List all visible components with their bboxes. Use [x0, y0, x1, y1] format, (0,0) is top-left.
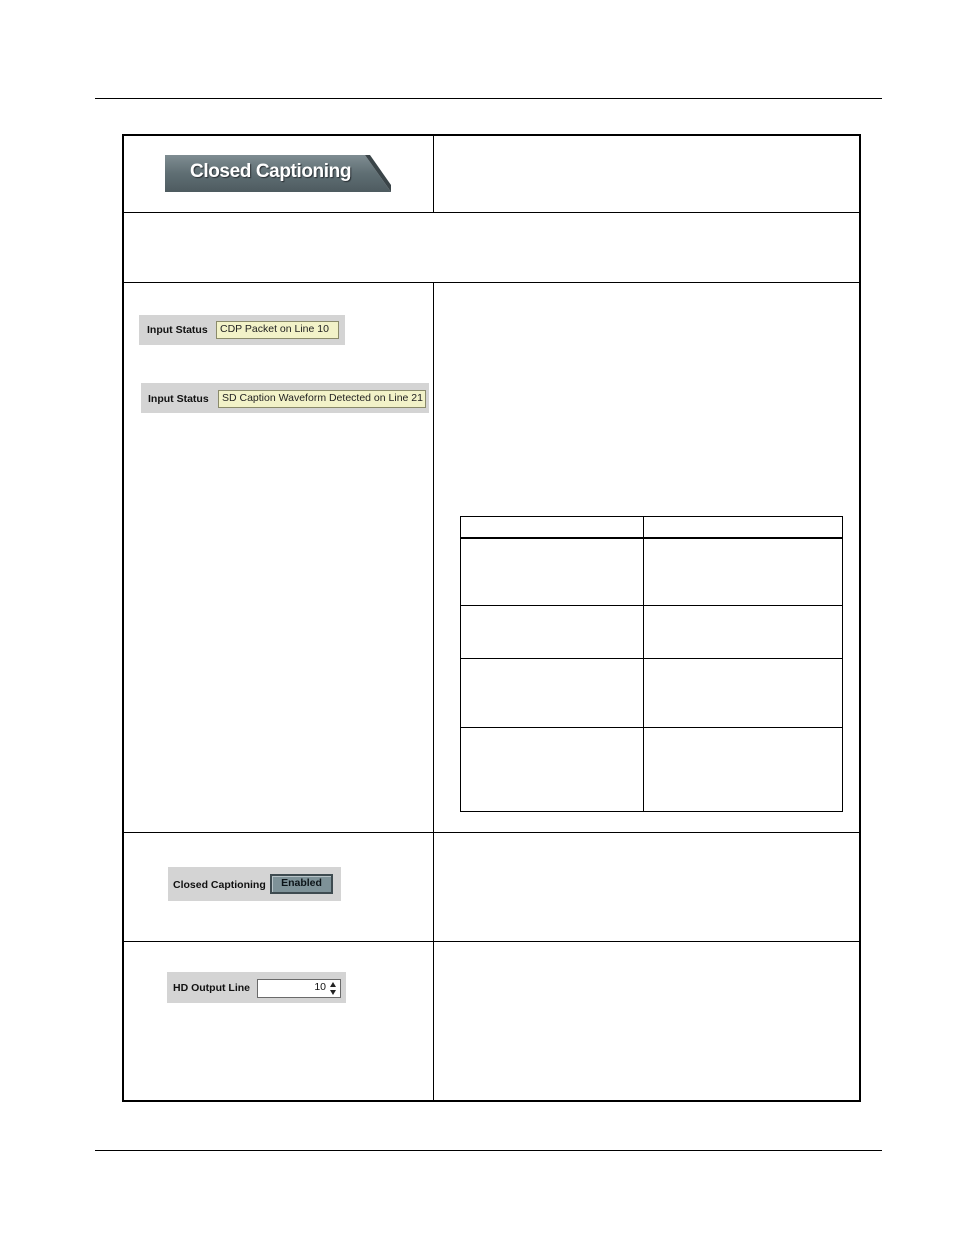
- closed-captioning-enabled-button[interactable]: Enabled: [270, 874, 333, 894]
- hd-output-line-label: HD Output Line: [173, 982, 250, 994]
- column-divider: [433, 136, 434, 212]
- hd-output-line-stepper[interactable]: [257, 979, 341, 998]
- header-rule: [95, 98, 882, 99]
- tab-label: Closed Captioning: [190, 161, 352, 182]
- table-row-divider: [461, 605, 842, 606]
- input-status-label: Input Status: [148, 393, 209, 405]
- table-row-divider: [461, 727, 842, 728]
- input-status-sd-field: SD Caption Waveform Detected on Line 21: [218, 390, 426, 408]
- closed-captioning-tab[interactable]: [165, 155, 391, 192]
- function-table: [122, 134, 861, 1102]
- row-divider: [124, 941, 859, 942]
- footer-rule: [95, 1150, 882, 1151]
- input-status-cdp-widget: [139, 315, 345, 345]
- table-row-divider: [461, 658, 842, 659]
- row-divider: [124, 282, 859, 283]
- input-status-sd-widget: [141, 383, 429, 413]
- table-column-divider: [643, 517, 644, 811]
- closed-captioning-label: Closed Captioning: [173, 879, 266, 891]
- hd-output-line-value: 10: [314, 981, 326, 993]
- hd-output-line-widget: [167, 972, 346, 1003]
- column-divider: [433, 282, 434, 1100]
- table-header-divider: [461, 537, 842, 539]
- row-divider: [124, 832, 859, 833]
- row-divider: [124, 212, 859, 213]
- closed-captioning-widget: [168, 867, 341, 901]
- input-status-label: Input Status: [147, 324, 208, 336]
- status-reference-table: [460, 516, 843, 812]
- spinner-arrows-icon[interactable]: [328, 980, 338, 997]
- input-status-cdp-field: CDP Packet on Line 10: [216, 321, 339, 339]
